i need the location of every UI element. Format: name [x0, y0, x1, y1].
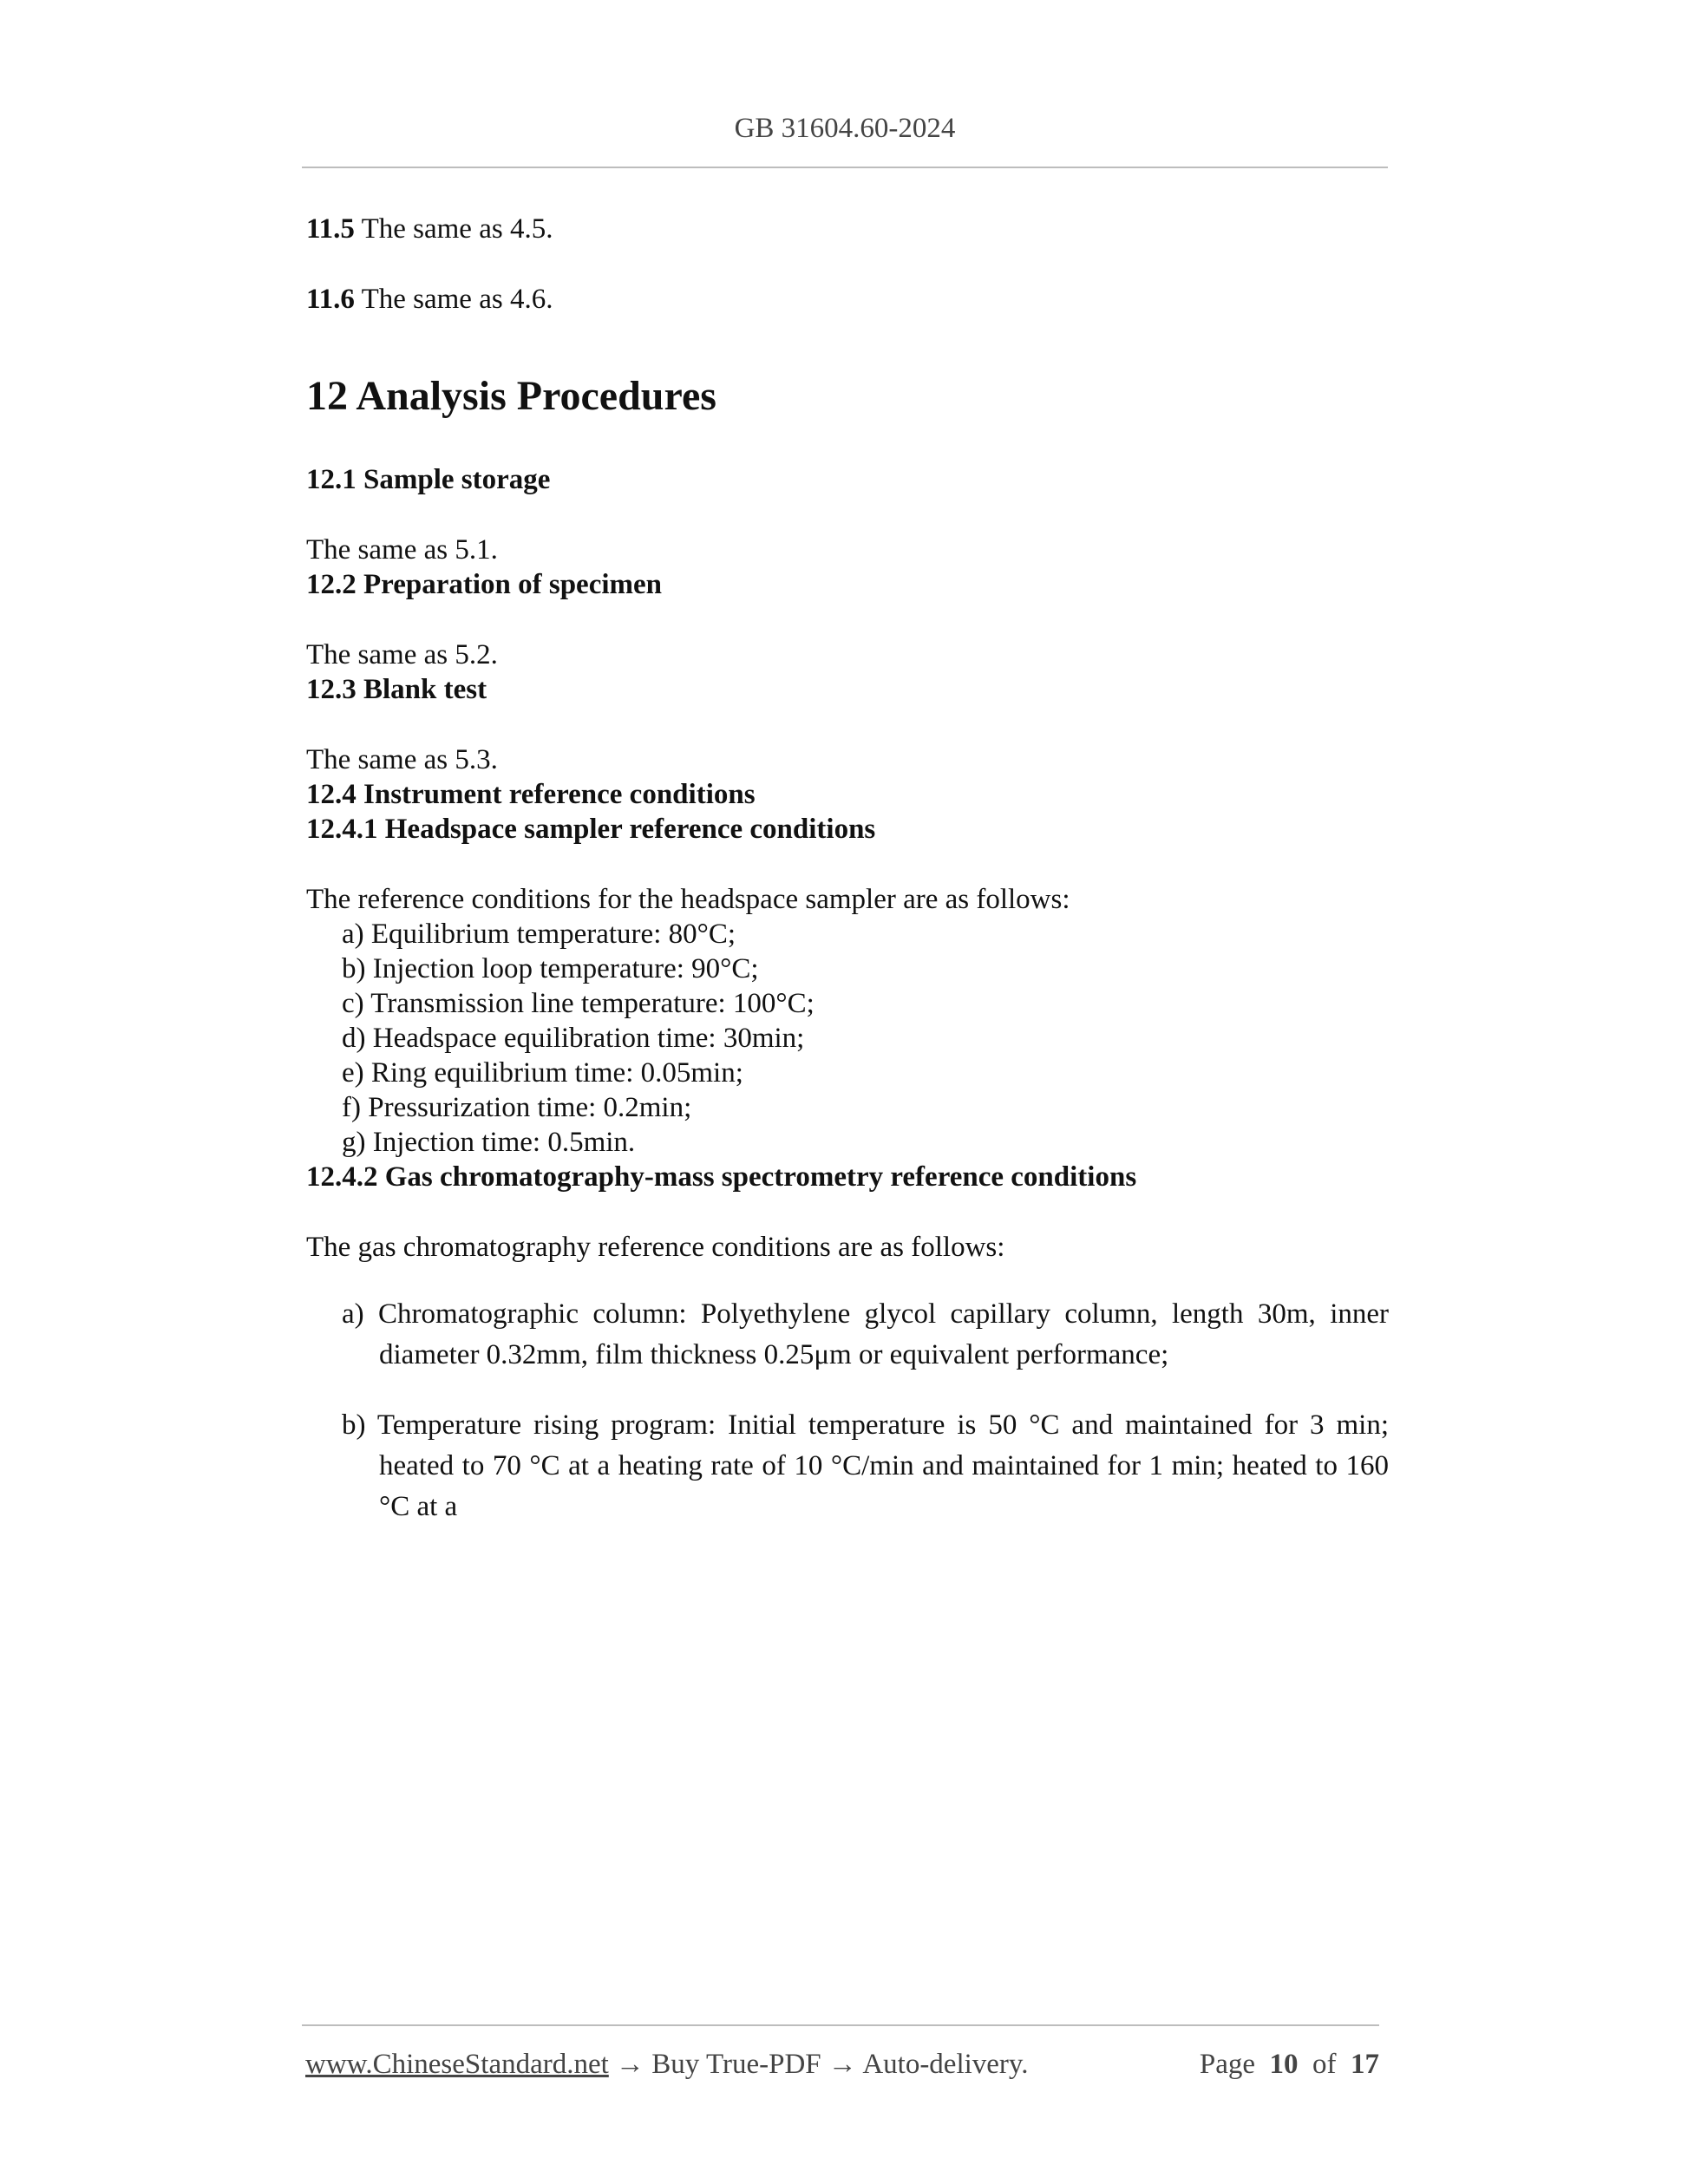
clause-number: 11.6: [306, 284, 355, 315]
list-item: e) Ring equilibrium time: 0.05min;: [342, 1057, 743, 1089]
subsection-title-12-4-2: 12.4.2 Gas chromatography-mass spectrometry reference conditions: [306, 1161, 1137, 1193]
arrow-right-icon: →: [828, 2049, 857, 2080]
subsection-title-12-2: 12.2 Preparation of specimen: [306, 569, 663, 600]
page-indicator: [1200, 2047, 1379, 2082]
footer-links: [305, 2047, 1029, 2082]
clause-11-5: [306, 212, 1389, 246]
page-content: [306, 212, 1389, 1527]
document-id: GB 31604.60-2024: [734, 113, 956, 144]
list-item: b) Injection loop temperature: 90°C;: [342, 953, 759, 984]
subsection-intro-12-4-2: The gas chromatography reference conditions are as follows:: [306, 1232, 1005, 1263]
clause-text: The same as 4.5.: [361, 213, 553, 245]
site-link[interactable]: www.ChineseStandard.net: [305, 2049, 609, 2080]
list-item: f) Pressurization time: 0.2min;: [342, 1092, 692, 1123]
clause-number: 11.5: [306, 213, 355, 245]
of-label: of: [1312, 2049, 1337, 2080]
subsection-title-12-4-1: 12.4.1 Headspace sampler reference conditions: [306, 814, 876, 845]
subsection-title-12-4: 12.4 Instrument reference conditions: [306, 779, 756, 810]
page-total: 17: [1351, 2049, 1379, 2080]
list-item: d) Headspace equilibration time: 30min;: [342, 1023, 805, 1054]
page-label: Page: [1199, 2049, 1255, 2080]
list-item: a) Equilibrium temperature: 80°C;: [342, 919, 736, 950]
arrow-right-icon: →: [616, 2049, 645, 2080]
clause-text: The same as 4.6.: [361, 284, 553, 315]
delivery-text: Auto-delivery.: [862, 2049, 1029, 2080]
list-item: c) Transmission line temperature: 100°C;: [342, 988, 815, 1019]
list-item: g) Injection time: 0.5min.: [342, 1127, 636, 1158]
subsection-title-12-1: 12.1 Sample storage: [306, 464, 551, 495]
clause-11-6: [306, 282, 1389, 317]
page-footer: [302, 2024, 1379, 2099]
subsection-text-12-1: The same as 5.1.: [306, 534, 498, 566]
section-title: 12 Analysis Procedures: [306, 373, 716, 419]
page-number: 10: [1269, 2049, 1299, 2080]
list-item: b) Temperature rising program: Initial temperature is 50 °C and maintained for 3 min; heated to 70 °C at a heating rate of 10 °C/min and maintained for 1 min; heated to 160 °C at a: [342, 1409, 1389, 1522]
subsection-text-12-3: The same as 5.3.: [306, 744, 498, 775]
buy-link[interactable]: Buy True-PDF: [651, 2049, 821, 2080]
subsection-title-12-3: 12.3 Blank test: [306, 674, 487, 705]
list-item: a) Chromatographic column: Polyethylene glycol capillary column, length 30m, inner diameter 0.32mm, film thickness 0.25μm or equivalent performance;: [342, 1298, 1389, 1370]
subsection-intro-12-4-1: The reference conditions for the headspace sampler are as follows:: [306, 884, 1070, 915]
subsection-text-12-2: The same as 5.2.: [306, 639, 498, 670]
page-header: [302, 104, 1388, 168]
